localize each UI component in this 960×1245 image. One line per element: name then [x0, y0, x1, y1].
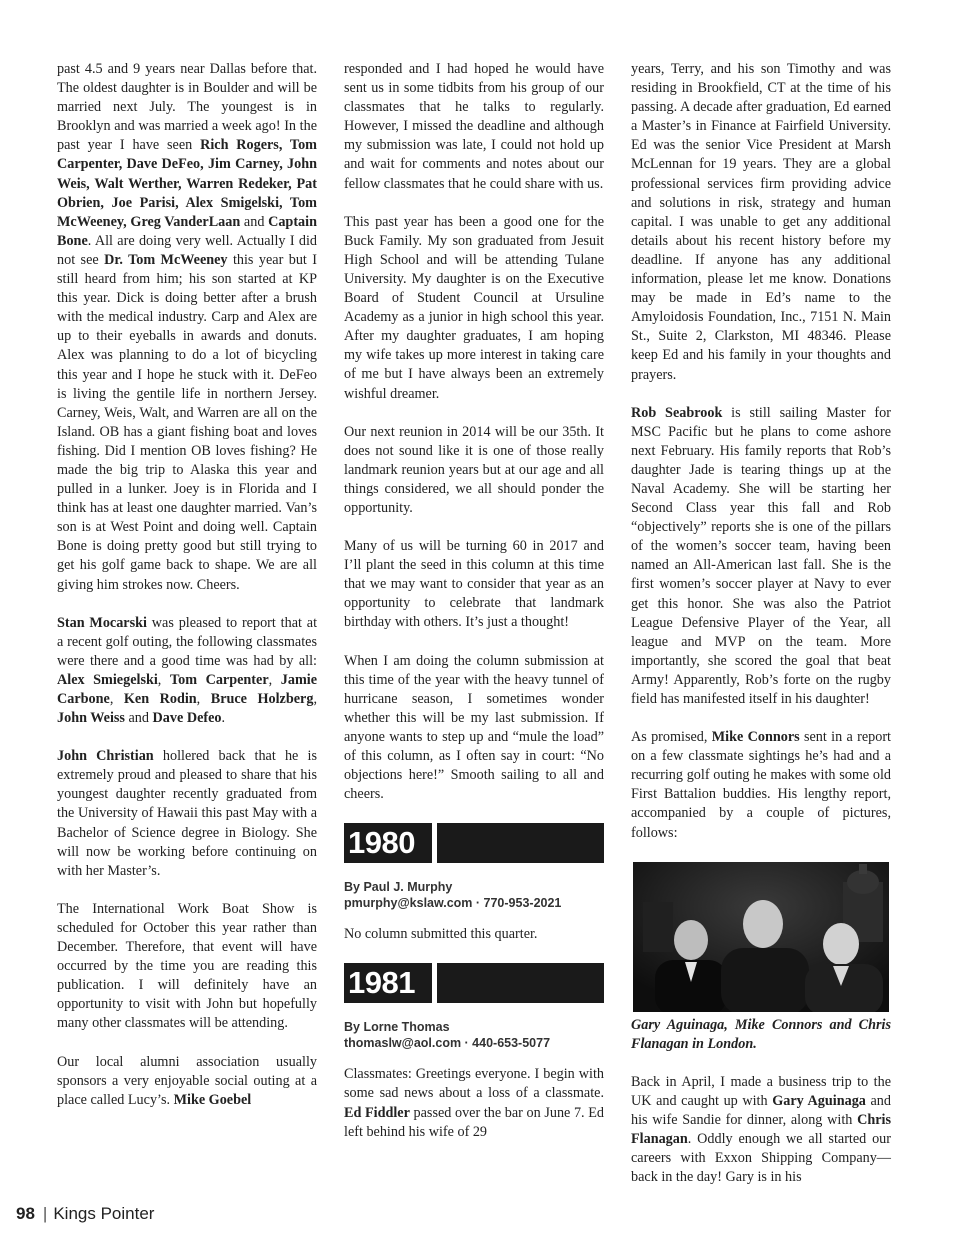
photo-caption: Gary Aguinaga, Mike Connors and Chris Flanagan in London.	[631, 1016, 891, 1052]
byline-author: By Paul J. Murphy	[344, 880, 453, 895]
paragraph: As promised, Mike Connors sent in a report on a few classmate sightings he’s had and a recurring golf outing he makes with some old First Battalion buddies. His lengthy report, accompanied by a couple of pictures, follows:	[631, 729, 891, 841]
paragraph: Rob Seabrook is still sailing Master for MSC Pacific but he plans to come ashore next February. His family reports that Rob’s daughter Jade is tearing things up at the Naval Academy. She will be starting her Second Class year this fall and Rob “objectively” reports she is one of the pillars of the women’s soccer team, having been named an All-American last fall. She is the first women’s soccer player at Navy to ever get this honor. She was also the Patriot League Defensive Player of the Year, all league and MVP on the team. More importantly, she scored the goal that beat Army! Apparently, Rob’s forte on the rugby field has manifested itself in his daughter!	[631, 404, 891, 707]
paragraph: Stan Mocarski was pleased to report that at a recent golf outing, the following classmates were there and a good time was had by all: Alex Smiegelski, Tom Carpenter, Jamie Carbone, Ken Rodin, Bruce Holzberg, John Weiss and Dave Defeo.	[57, 614, 318, 727]
class-year-label: 1981	[344, 963, 432, 1003]
paragraph: past 4.5 and 9 years near Dallas before that. The oldest daughter is in Boulder and will be married next July. The youngest is in Brooklyn and was married a week ago! In the past year I have seen Rich Rogers, Tom Carpenter, Dave DeFeo, Jim Carney, John Weis, Walt Werther, Warren Redeker, Pat Obrien, Joe Parisi, Alex Smigelski, Tom McWeeney, Greg VanderLaan and Captain Bone. All are doing very well. Actually I did not see Dr. Tom McWeeney this year but I still heard from him; his son started at KP this year. Dick is doing better after a brush with the medical industry. Carp and Alex are up to their eyeballs in awards and donuts. Alex was planning to do a lot of bicycling this year and I hope he stuck with it. DeFeo is living the gentile life in northern Jersey. Carney, Weis, Walt, and Warren are all on the Island. OB has a giant fishing boat and loves fishing. Did I mention OB loves fishing? He made the big trip to Alaska this year and pulled in a lunker. Joey is in Florida and I think has at least one daughter married. Van’s son is at West Point and doing well. Captain Bone is doing pretty good but still trying to get his golf game back to shape. We are all giving him strokes now. Cheers.	[57, 61, 317, 593]
footer-separator: |	[42, 1204, 48, 1223]
header-bar-fill	[437, 823, 604, 863]
column-1	[57, 60, 317, 1129]
class-year-label: 1980	[344, 823, 432, 863]
paragraph: Our next reunion in 2014 will be our 35th. It does not sound like it is one of those really landmark reunion years but at our age and all things considered, we all should ponder the opportunity.	[344, 423, 604, 516]
paragraph: Many of us will be turning 60 in 2017 and I’ll plant the seed in this column at this time that we may want to consider that year as an opportunity to celebrate that landmark birthday with others. It’s just a thought!	[344, 538, 604, 631]
group-photo	[633, 862, 889, 1012]
paragraph: John Christian hollered back that he is extremely proud and pleased to share that his youngest daughter recently graduated from the University of Hawaii this past May with a Bachelor of Science degree in Biology. She will now be working before continuing on with her Master’s.	[57, 748, 317, 879]
paragraph: Our local alumni association usually sponsors a very enjoyable social outing at a place called Lucy’s. Mike Goebel	[57, 1053, 317, 1108]
page-footer	[16, 1204, 154, 1224]
paragraph: This past year has been a good one for the Buck Family. My son graduated from Jesuit High School and will be attending Tulane University. My daughter is on the Executive Board of Student Council at Ursuline Academy as a junior in high school this year. After my daughter graduates, I am hoping my wife takes up more interest in taking care of me but I have always been an extremely wishful dreamer.	[344, 213, 604, 402]
column-2	[344, 60, 604, 1161]
byline-1981	[344, 1019, 604, 1051]
paragraph: No column submitted this quarter.	[344, 926, 538, 943]
class-year-header-1981	[344, 963, 604, 1003]
class-year-header-1980	[344, 823, 604, 863]
publication-name: Kings Pointer	[53, 1204, 155, 1223]
byline-contact[interactable]: thomaslw@aol.com · 440-653-5077	[344, 1036, 551, 1051]
page-number: 98	[16, 1204, 35, 1223]
paragraph: responded and I had hoped he would have sent us in some tidbits from his group of our classmates that he talks to regularly. However, I missed the deadline and although my submission was late, I could not hold up and wait for comments and notes about our fellow classmates that he could share with us.	[344, 61, 604, 192]
paragraph: Back in April, I made a business trip to the UK and caught up with Gary Aguinaga and his wife Sandie for dinner, along with Chris Flanagan. Oddly enough we all started our careers with Exxon Shipping Company—back in the day! Gary is in his	[631, 1073, 891, 1186]
paragraph: When I am doing the column submission at this time of the year with the heavy tunnel of hurricane season, I sometimes wonder whether this will be my last submission. If anyone wants to step up and “mule the load” of this column, as I often say in court: “No objections here!” Smooth sailing to all and cheers.	[344, 652, 604, 803]
paragraph: Classmates: Greetings everyone. I begin with some sad news about a loss of a classmate. Ed Fiddler passed over the bar on June 7. Ed left behind his wife of 29	[344, 1066, 604, 1140]
paragraph: The International Work Boat Show is scheduled for October this year rather than December. Therefore, that event will have occurred by the time you are reading this publication. I will definitely have an opportunity to visit with John but hopefully many other classmates will be attending.	[57, 900, 317, 1032]
byline-contact[interactable]: pmurphy@kslaw.com · 770-953-2021	[344, 896, 562, 911]
column-3	[631, 60, 891, 1206]
header-bar-fill	[437, 963, 604, 1003]
paragraph: years, Terry, and his son Timothy and was residing in Brookfield, CT at the time of his passing. A decade after graduation, Ed earned a Master’s in Finance at Fairfield University. Ed was the senior Vice President at Marsh McLennan for 19 years. They are a global professional services firm providing advice and solutions in risk, strategy and human capital. I was unable to get any additional details about his recent history before my deadline. If anyone has any additional information, please let me know. Donations may be made in Ed’s name to the Amyloidosis Foundation, Inc., 7151 N. Main St., Suite 2, Clarkston, MI 48346. Please keep Ed and his family in your thoughts and prayers.	[631, 61, 891, 383]
byline-1980	[344, 879, 604, 911]
byline-author: By Lorne Thomas	[344, 1020, 450, 1035]
